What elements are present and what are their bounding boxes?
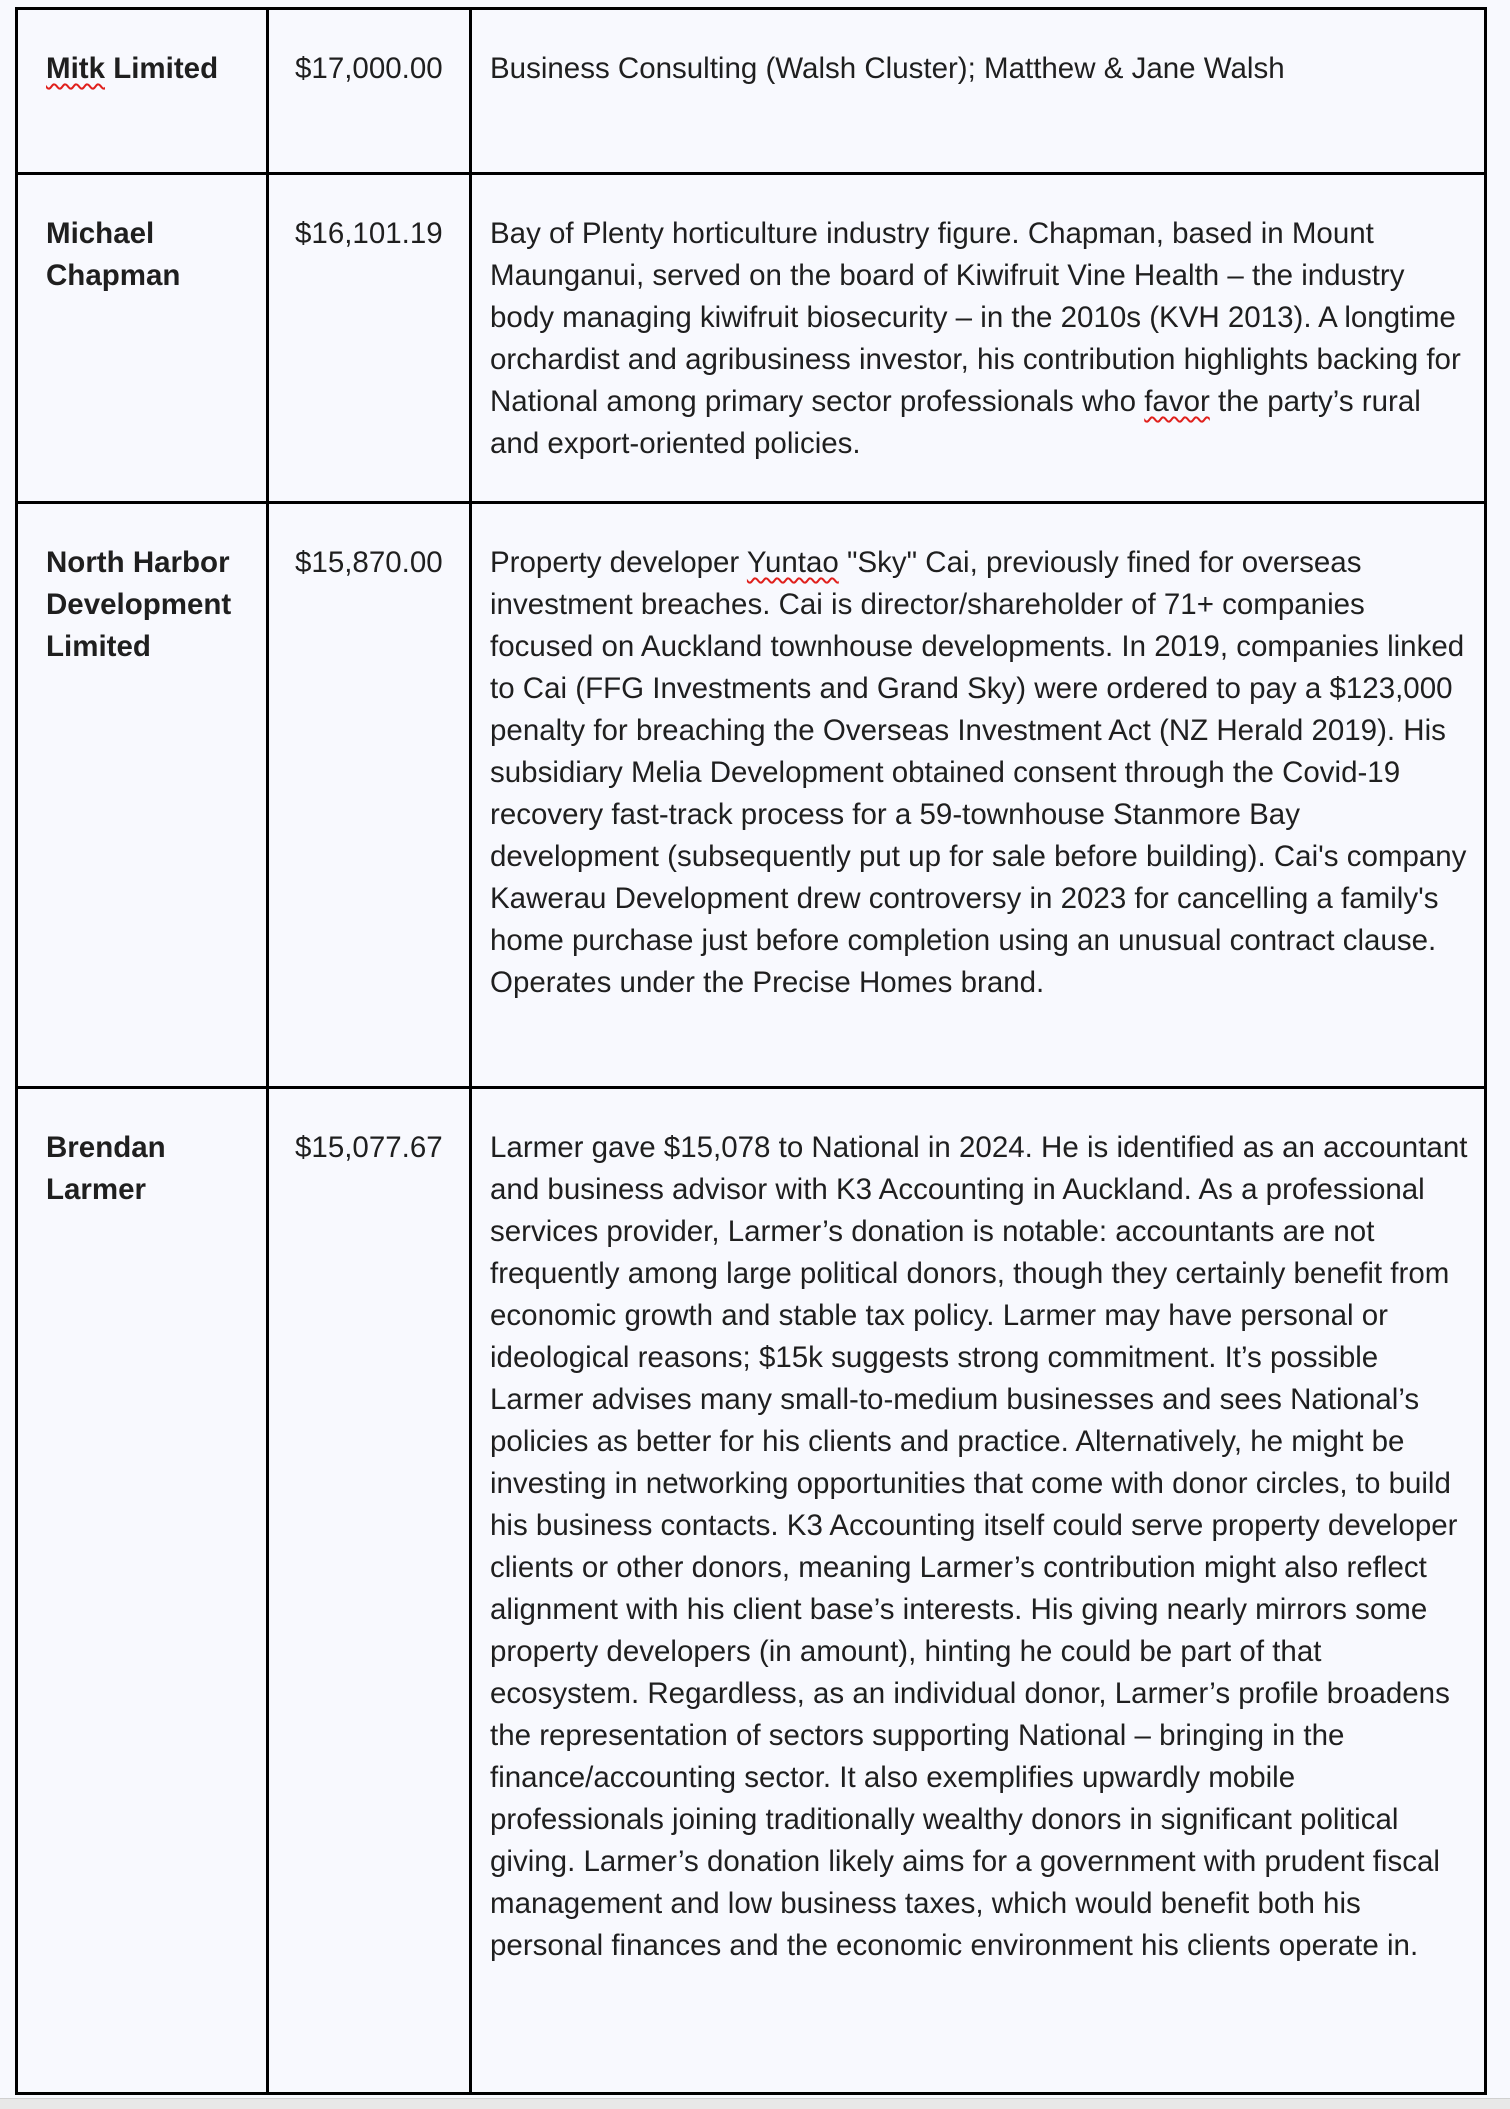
donor-name-cell[interactable]: Mitk Limited [17,9,268,174]
table-row [17,174,1486,503]
description-cell[interactable]: Business Consulting (Walsh Cluster); Matthew & Jane Walsh [471,9,1486,174]
description-cell[interactable]: Property developer Yuntao "Sky" Cai, previously fined for overseas investment breaches. Cai is director/shareholder of 71+ companies focused on Auckland townhouse developments. In 2019, companies linked to Cai (FFG Investments and Grand Sky) were ordered to pay a $123,000 penalty for breaching the Overseas Investment Act (NZ Herald 2019). His subsidiary Melia Development obtained consent through the Covid-19 recovery fast-track process for a 59-townhouse Stanmore Bay development (subsequently put up for sale before building). Cai's company Kawerau Development drew controversy in 2023 for cancelling a family's home purchase just before completion using an unusual contract clause. Operates under the Precise Homes brand. [471,503,1486,1088]
table-row [17,1088,1486,2094]
table-row [17,9,1486,174]
description-cell[interactable]: Bay of Plenty horticulture industry figure. Chapman, based in Mount Maunganui, served on the board of Kiwifruit Vine Health – the industry body managing kiwifruit biosecurity – in the 2010s (KVH 2013). A longtime orchardist and agribusiness investor, his contribution highlights backing for National among primary sector professionals who favor the party’s rural and export-oriented policies. [471,174,1486,503]
donor-name-cell[interactable]: Brendan Larmer [17,1088,268,2094]
amount-cell[interactable]: $15,870.00 [268,503,471,1088]
amount-cell[interactable]: $16,101.19 [268,174,471,503]
donors-table [15,7,1487,2095]
table-row [17,503,1486,1088]
spellcheck-word[interactable]: favor [1144,385,1210,418]
amount-cell[interactable]: $17,000.00 [268,9,471,174]
spellcheck-word[interactable]: Mitk [46,52,105,85]
bottom-scroll-area [0,2098,1510,2109]
description-cell[interactable]: Larmer gave $15,078 to National in 2024. He is identified as an accountant and business advisor with K3 Accounting in Auckland. As a professional services provider, Larmer’s donation is notable: accountants are not frequently among large political donors, though they certainly benefit from economic growth and stable tax policy. Larmer may have personal or ideological reasons; $15k suggests strong commitment. It’s possible Larmer advises many small-to-medium businesses and sees National’s policies as better for his clients and practice. Alternatively, he might be investing in networking opportunities that come with donor circles, to build his business contacts. K3 Accounting itself could serve property developer clients or other donors, meaning Larmer’s contribution might also reflect alignment with his client base’s interests. His giving nearly mirrors some property developers (in amount), hinting he could be part of that ecosystem. Regardless, as an individual donor, Larmer’s profile broadens the representation of sectors supporting National – bringing in the finance/accounting sector. It also exemplifies upwardly mobile professionals joining traditionally wealthy donors in significant political giving. Larmer’s donation likely aims for a government with prudent fiscal management and low business taxes, which would benefit both his personal finances and the economic environment his clients operate in. [471,1088,1486,2094]
donor-name-cell[interactable]: Michael Chapman [17,174,268,503]
spellcheck-word[interactable]: Yuntao [746,546,839,579]
donor-name-cell[interactable]: North Harbor Development Limited [17,503,268,1088]
amount-cell[interactable]: $15,077.67 [268,1088,471,2094]
